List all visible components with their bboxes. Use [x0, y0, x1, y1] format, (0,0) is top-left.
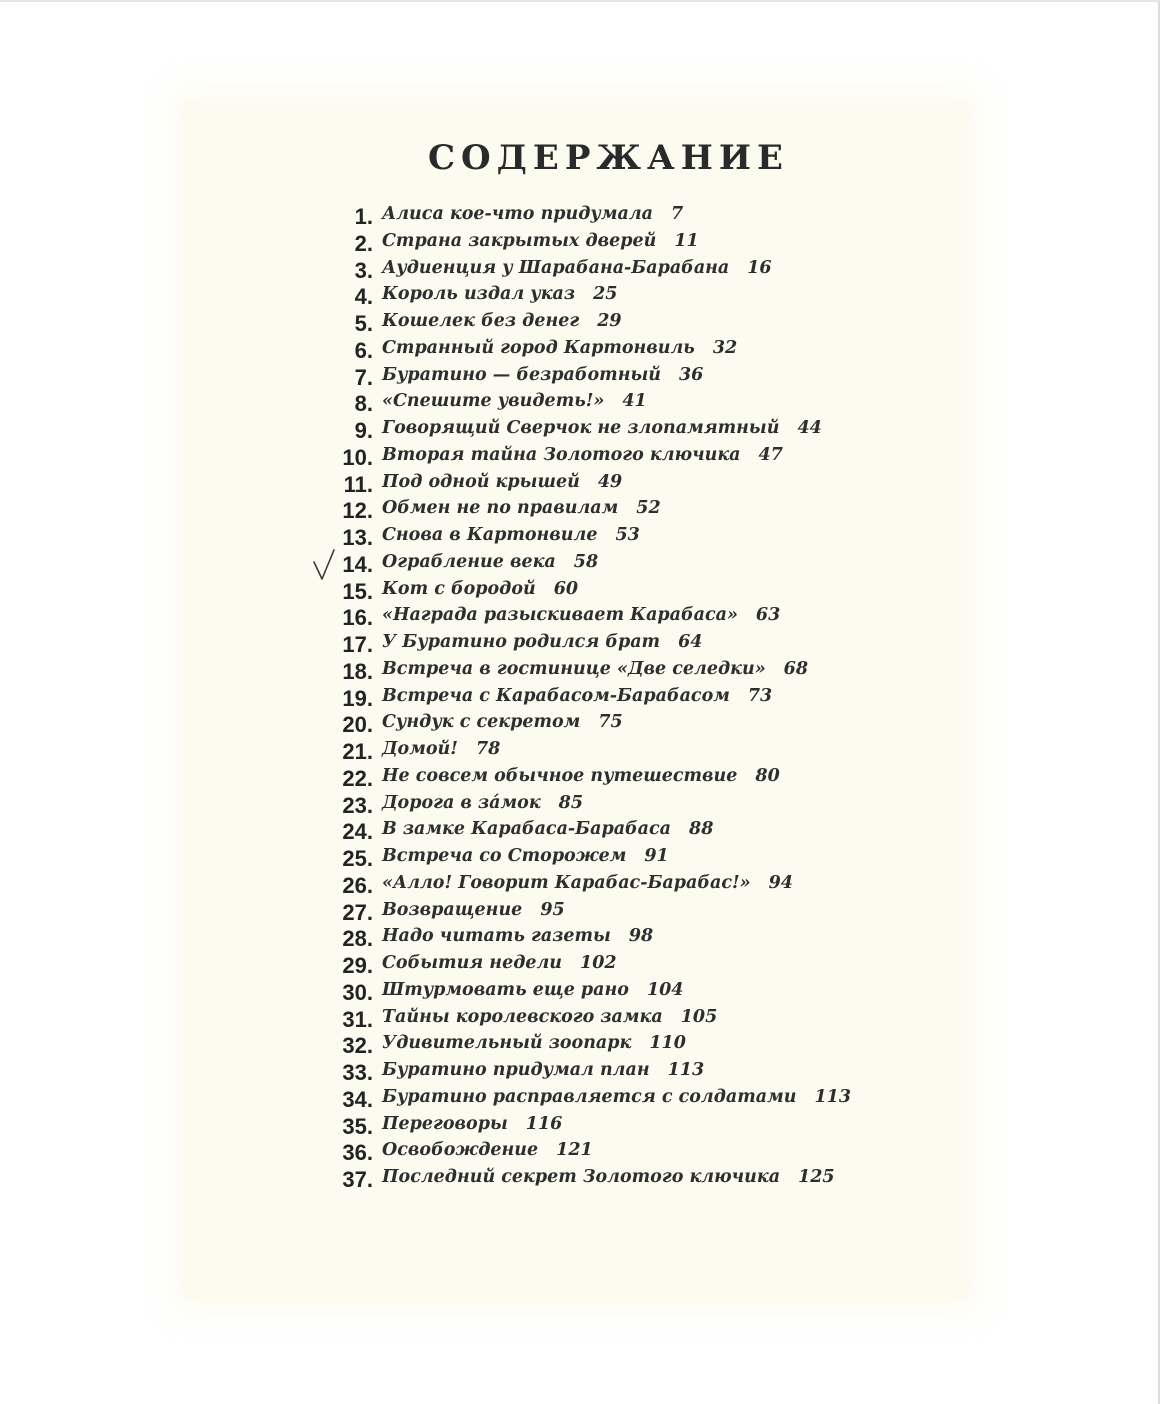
- chapter-page-number: 113: [814, 1086, 851, 1107]
- chapter-entry: [382, 472, 622, 492]
- chapter-number: 26.: [342, 872, 373, 898]
- toc-entry: [0, 524, 1160, 551]
- toc-entry: [0, 792, 1160, 819]
- chapter-entry: [382, 846, 669, 866]
- chapter-number: 29.: [342, 953, 373, 978]
- chapter-title: Страна закрытых дверей: [382, 230, 657, 251]
- chapter-number: 12.: [342, 498, 373, 524]
- chapter-title: События недели: [382, 953, 563, 973]
- chapter-number: 1.: [354, 204, 373, 229]
- chapter-entry: [382, 365, 703, 385]
- chapter-title: Буратино расправляется с солдатами: [382, 1086, 797, 1107]
- chapter-page-number: 32: [712, 337, 738, 358]
- chapter-entry: [382, 1060, 704, 1080]
- chapter-page-number: 52: [636, 498, 661, 519]
- chapter-title: Буратино — безработный: [382, 364, 661, 385]
- chapter-entry: [382, 525, 640, 545]
- chapter-number: 18.: [342, 658, 373, 684]
- chapter-title: Снова в Картонвиле: [382, 525, 598, 545]
- chapter-title: Обмен не по правилам: [382, 498, 619, 519]
- chapter-number: 3.: [354, 257, 373, 283]
- toc-entry: [0, 310, 1160, 337]
- toc-entry: [0, 899, 1160, 926]
- chapter-page-number: 78: [475, 739, 501, 759]
- toc-entry: [0, 738, 1160, 765]
- toc-entry: [0, 925, 1160, 952]
- chapter-entry: [382, 418, 822, 438]
- chapter-entry: [382, 1114, 562, 1134]
- toc-entry: [0, 711, 1160, 738]
- chapter-number: 4.: [354, 284, 373, 310]
- toc-entry: [0, 471, 1160, 498]
- chapter-entry: [382, 311, 622, 331]
- toc-entry: [0, 979, 1160, 1006]
- chapter-page-number: 75: [598, 712, 623, 733]
- toc-entry: [0, 1006, 1160, 1033]
- chapter-title: «Награда разыскивает Карабаса»: [382, 605, 738, 626]
- toc-entry: [0, 1113, 1160, 1140]
- toc-entry: [0, 257, 1160, 284]
- chapter-title: Дорога в зáмок: [382, 792, 541, 813]
- chapter-entry: [382, 258, 772, 278]
- chapter-entry: [382, 819, 713, 839]
- chapter-page-number: 88: [689, 819, 714, 840]
- chapter-page-number: 58: [573, 551, 599, 572]
- toc-entry: [0, 872, 1160, 899]
- chapter-number: 10.: [342, 444, 373, 470]
- chapter-page-number: 73: [747, 685, 773, 706]
- toc-entry: [0, 578, 1160, 605]
- chapter-title: У Буратино родился брат: [382, 632, 661, 652]
- chapter-title: Встреча со Сторожем: [382, 846, 627, 866]
- chapter-page-number: 25: [593, 284, 618, 305]
- chapter-title: Кошелек без денег: [382, 311, 580, 331]
- chapter-page-number: 121: [556, 1140, 593, 1161]
- chapter-number: 6.: [354, 337, 373, 363]
- chapter-title: Тайны королевского замка: [382, 1006, 663, 1027]
- chapter-number: 32.: [342, 1033, 373, 1059]
- chapter-entry: [382, 632, 702, 652]
- toc-entry: [0, 551, 1160, 578]
- toc-entry: [0, 765, 1160, 792]
- chapter-page-number: 36: [678, 364, 704, 385]
- chapter-page-number: 85: [558, 792, 584, 813]
- chapter-number: 21.: [342, 739, 373, 764]
- chapter-number: 37.: [342, 1167, 373, 1192]
- chapter-page-number: 80: [755, 765, 780, 786]
- chapter-page-number: 53: [615, 525, 640, 545]
- chapter-title: Возвращение: [382, 899, 523, 920]
- chapter-number: 5.: [354, 311, 373, 336]
- chapter-number: 2.: [354, 230, 373, 256]
- chapter-number: 9.: [354, 418, 373, 443]
- chapter-page-number: 63: [755, 605, 781, 626]
- toc-entry: [0, 230, 1160, 257]
- toc-entry: [0, 417, 1160, 444]
- chapter-page-number: 7: [671, 204, 684, 224]
- toc-entry: [0, 1139, 1160, 1166]
- chapter-title: Под одной крышей: [382, 471, 580, 492]
- toc-entry: [0, 658, 1160, 685]
- toc-entry: [0, 1032, 1160, 1059]
- chapter-title: Не совсем обычное путешествие: [382, 765, 738, 786]
- chapter-title: Домой!: [382, 739, 458, 759]
- chapter-entry: [382, 873, 793, 893]
- chapter-entry: [382, 712, 623, 732]
- chapter-page-number: 44: [797, 418, 822, 438]
- toc-entry: [0, 952, 1160, 979]
- chapter-title: «Спешите увидеть!»: [382, 391, 605, 412]
- chapter-entry: [382, 1087, 851, 1107]
- chapter-number: 25.: [342, 846, 373, 871]
- chapter-entry: [382, 284, 617, 304]
- chapter-page-number: 60: [553, 578, 579, 599]
- chapter-number: 28.: [342, 926, 373, 952]
- toc-entry: [0, 203, 1160, 230]
- chapter-page-number: 64: [678, 632, 703, 652]
- chapter-title: Последний секрет Золотого ключика: [382, 1167, 781, 1187]
- chapter-page-number: 105: [680, 1006, 718, 1027]
- toc-entry: [0, 390, 1160, 417]
- chapter-number: 23.: [342, 792, 373, 818]
- chapter-title: Надо читать газеты: [382, 926, 611, 947]
- chapter-title: Говорящий Сверчок не злопамятный: [382, 418, 780, 438]
- chapter-title: Освобождение: [382, 1140, 539, 1161]
- chapter-number: 30.: [342, 979, 373, 1005]
- chapter-title: Аудиенция у Шарабана-Барабана: [382, 257, 730, 278]
- chapter-entry: [382, 498, 661, 518]
- chapter-entry: [382, 231, 699, 251]
- chapter-title: Вторая тайна Золотого ключика: [382, 444, 741, 465]
- chapter-number: 34.: [342, 1086, 373, 1112]
- toc-entry: [0, 631, 1160, 658]
- chapter-entry: [382, 686, 772, 706]
- chapter-entry: [382, 1167, 835, 1187]
- chapter-page-number: 98: [628, 926, 654, 947]
- chapter-page-number: 102: [580, 953, 617, 973]
- chapter-entry: [382, 659, 808, 679]
- chapter-entry: [382, 1033, 686, 1053]
- page-title: СОДЕРЖАНИЕ: [428, 138, 789, 178]
- chapter-entry: [382, 1140, 593, 1160]
- chapter-number: 19.: [342, 685, 373, 711]
- chapter-number: 17.: [342, 632, 373, 657]
- chapter-number: 27.: [342, 899, 373, 925]
- chapter-page-number: 47: [758, 444, 783, 465]
- chapter-title: Кот с бородой: [382, 578, 536, 599]
- chapter-page-number: 29: [597, 311, 622, 331]
- chapter-title: Удивительный зоопарк: [382, 1033, 632, 1054]
- chapter-page-number: 113: [667, 1060, 705, 1080]
- chapter-entry: [382, 552, 598, 572]
- chapter-entry: [382, 445, 783, 465]
- toc-entry: [0, 444, 1160, 471]
- chapter-number: 22.: [342, 765, 373, 791]
- chapter-title: Ограбление века: [382, 551, 556, 572]
- chapter-title: Король издал указ: [382, 284, 576, 305]
- chapter-page-number: 49: [597, 471, 623, 492]
- chapter-entry: [382, 605, 780, 625]
- chapter-page-number: 41: [622, 391, 647, 412]
- chapter-page-number: 68: [783, 658, 809, 679]
- toc-entry: [0, 497, 1160, 524]
- chapter-title: Переговоры: [382, 1113, 508, 1134]
- chapter-entry: [382, 926, 653, 946]
- chapter-number: 33.: [342, 1060, 373, 1085]
- table-of-contents: [0, 203, 1160, 1193]
- chapter-title: Встреча с Карабасом-Барабасом: [382, 685, 730, 706]
- chapter-page-number: 11: [674, 230, 699, 251]
- chapter-page-number: 95: [540, 899, 565, 920]
- chapter-number: 11.: [343, 471, 373, 497]
- chapter-entry: [382, 338, 737, 358]
- toc-entry: [0, 818, 1160, 845]
- chapter-entry: [382, 793, 583, 813]
- chapter-title: Сундук с секретом: [382, 712, 581, 733]
- toc-entry: [0, 364, 1160, 391]
- chapter-title: Встреча в гостинице «Две селедки»: [382, 658, 766, 679]
- chapter-entry: [382, 391, 647, 411]
- chapter-entry: [382, 766, 780, 786]
- chapter-entry: [382, 739, 500, 759]
- toc-entry: [0, 685, 1160, 712]
- toc-entry: [0, 1059, 1160, 1086]
- toc-entry: [0, 1166, 1160, 1193]
- chapter-page-number: 125: [798, 1167, 835, 1187]
- toc-entry: [0, 1086, 1160, 1113]
- chapter-title: Штурмовать еще рано: [382, 979, 629, 1000]
- toc-entry: [0, 283, 1160, 310]
- chapter-entry: [382, 204, 683, 224]
- chapter-number: 7.: [354, 364, 373, 390]
- chapter-number: 36.: [342, 1140, 373, 1166]
- chapter-number: 13.: [342, 525, 373, 550]
- chapter-page-number: 104: [646, 979, 684, 1000]
- chapter-page-number: 116: [525, 1113, 563, 1134]
- chapter-page-number: 91: [644, 846, 669, 866]
- chapter-number: 8.: [354, 391, 373, 417]
- toc-entry: [0, 845, 1160, 872]
- chapter-page-number: 110: [649, 1033, 686, 1054]
- chapter-title: В замке Карабаса-Барабаса: [382, 819, 672, 840]
- chapter-number: 35.: [342, 1113, 373, 1139]
- chapter-page-number: 94: [768, 872, 793, 893]
- chapter-entry: [382, 900, 565, 920]
- chapter-number: 16.: [342, 605, 373, 631]
- chapter-number: 24.: [342, 819, 373, 845]
- toc-entry: [0, 604, 1160, 631]
- chapter-title: «Алло! Говорит Карабас-Барабас!»: [382, 872, 751, 893]
- chapter-entry: [382, 980, 683, 1000]
- chapter-number: 20.: [342, 712, 373, 738]
- chapter-entry: [382, 953, 617, 973]
- chapter-number: 14.: [342, 551, 373, 577]
- toc-entry: [0, 337, 1160, 364]
- chapter-title: Странный город Картонвиль: [382, 337, 695, 358]
- chapter-page-number: 16: [747, 257, 772, 278]
- chapter-title: Буратино придумал план: [382, 1060, 650, 1080]
- chapter-number: 31.: [342, 1006, 373, 1032]
- chapter-entry: [382, 1007, 717, 1027]
- chapter-title: Алиса кое-что придумала: [382, 204, 654, 224]
- chapter-entry: [382, 579, 578, 599]
- chapter-number: 15.: [342, 578, 373, 604]
